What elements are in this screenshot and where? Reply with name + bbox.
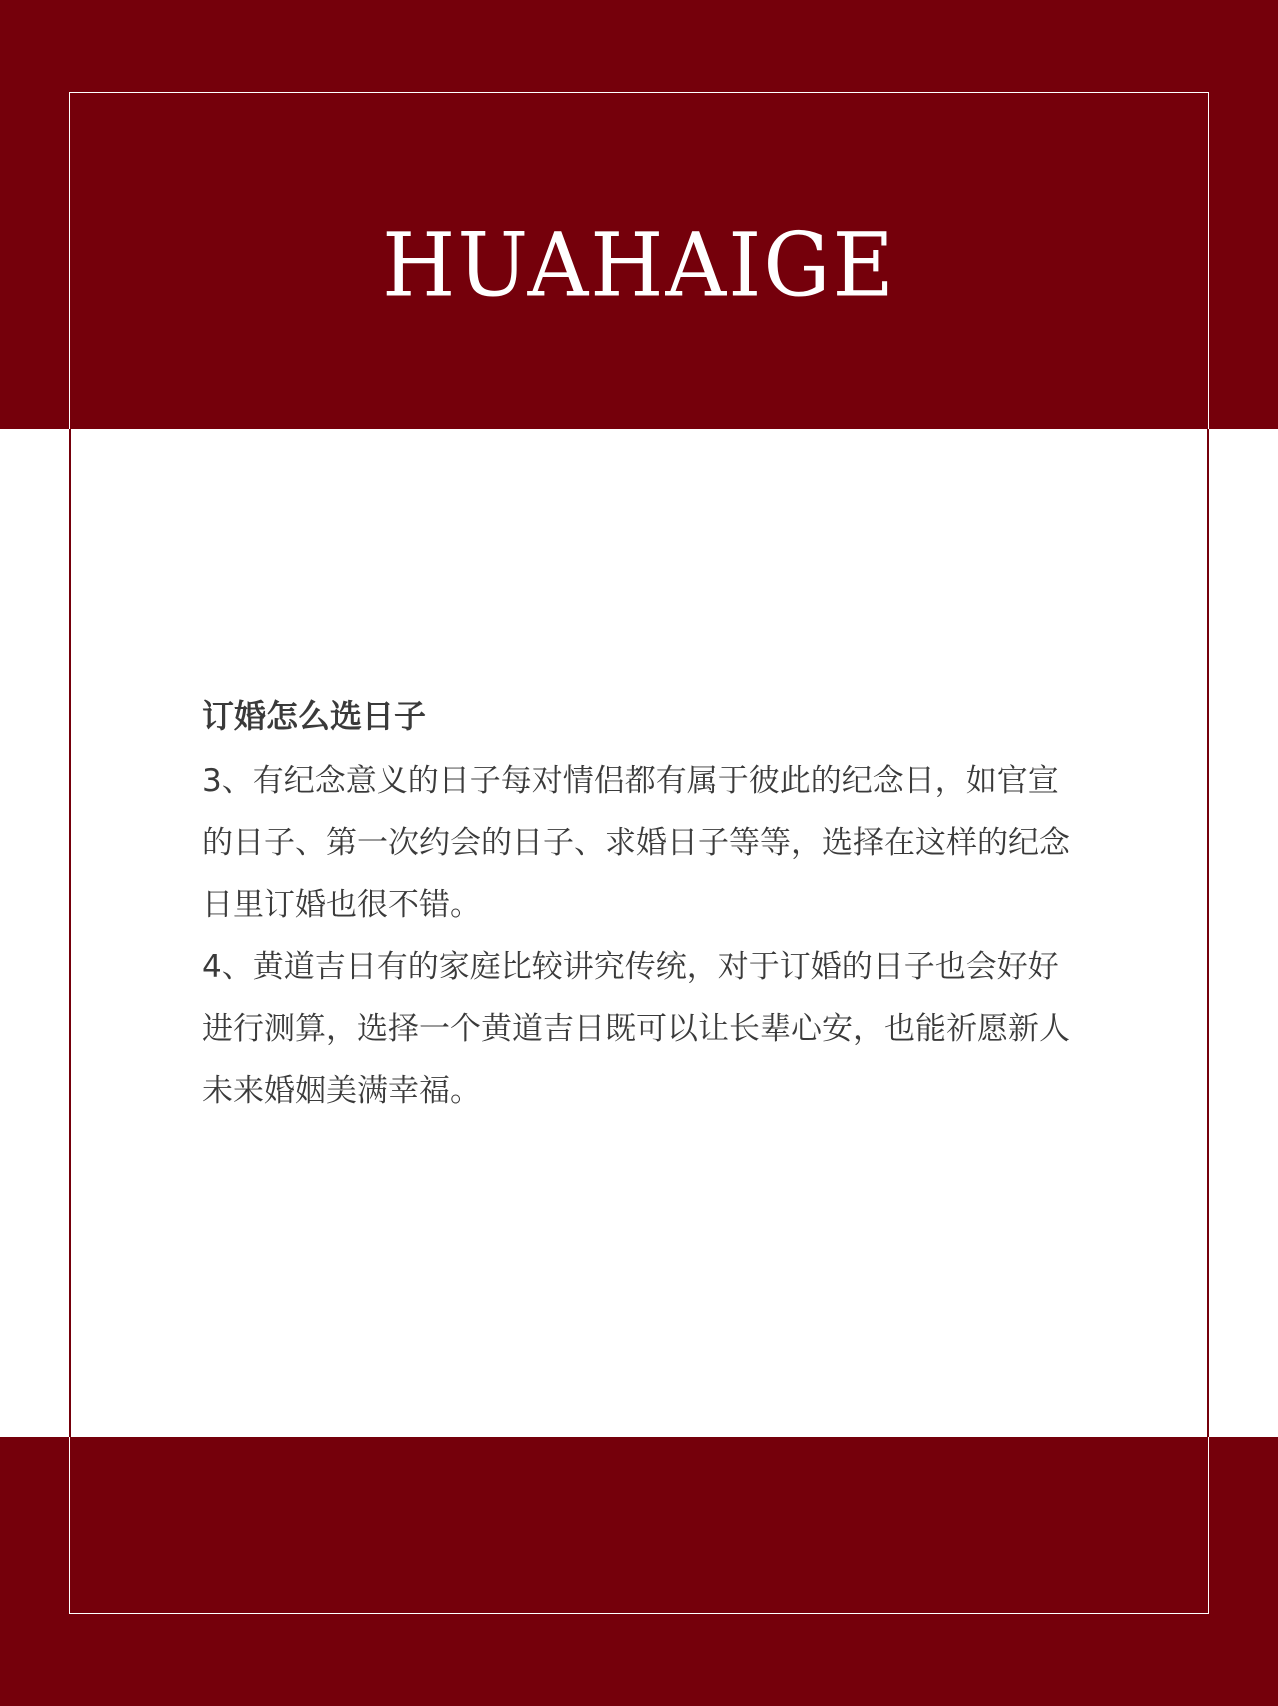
article-paragraph-4: 4、黄道吉日有的家庭比较讲究传统，对于订婚的日子也会好好进行测算，选择一个黄道吉日既可以让长辈心安，也能祈愿新人未来婚姻美满幸福。 (202, 949, 1070, 1109)
article-paragraph-3: 3、有纪念意义的日子每对情侣都有属于彼此的纪念日，如官宣的日子、第一次约会的日子、求婚日子等等，选择在这样的纪念日里订婚也很不错。 (202, 763, 1070, 923)
article-heading: 订婚怎么选日子 (202, 697, 427, 735)
brand-title: HUAHAIGE (382, 213, 896, 317)
frame-bottom-segment (69, 1437, 1209, 1614)
article-content (202, 690, 1082, 1122)
